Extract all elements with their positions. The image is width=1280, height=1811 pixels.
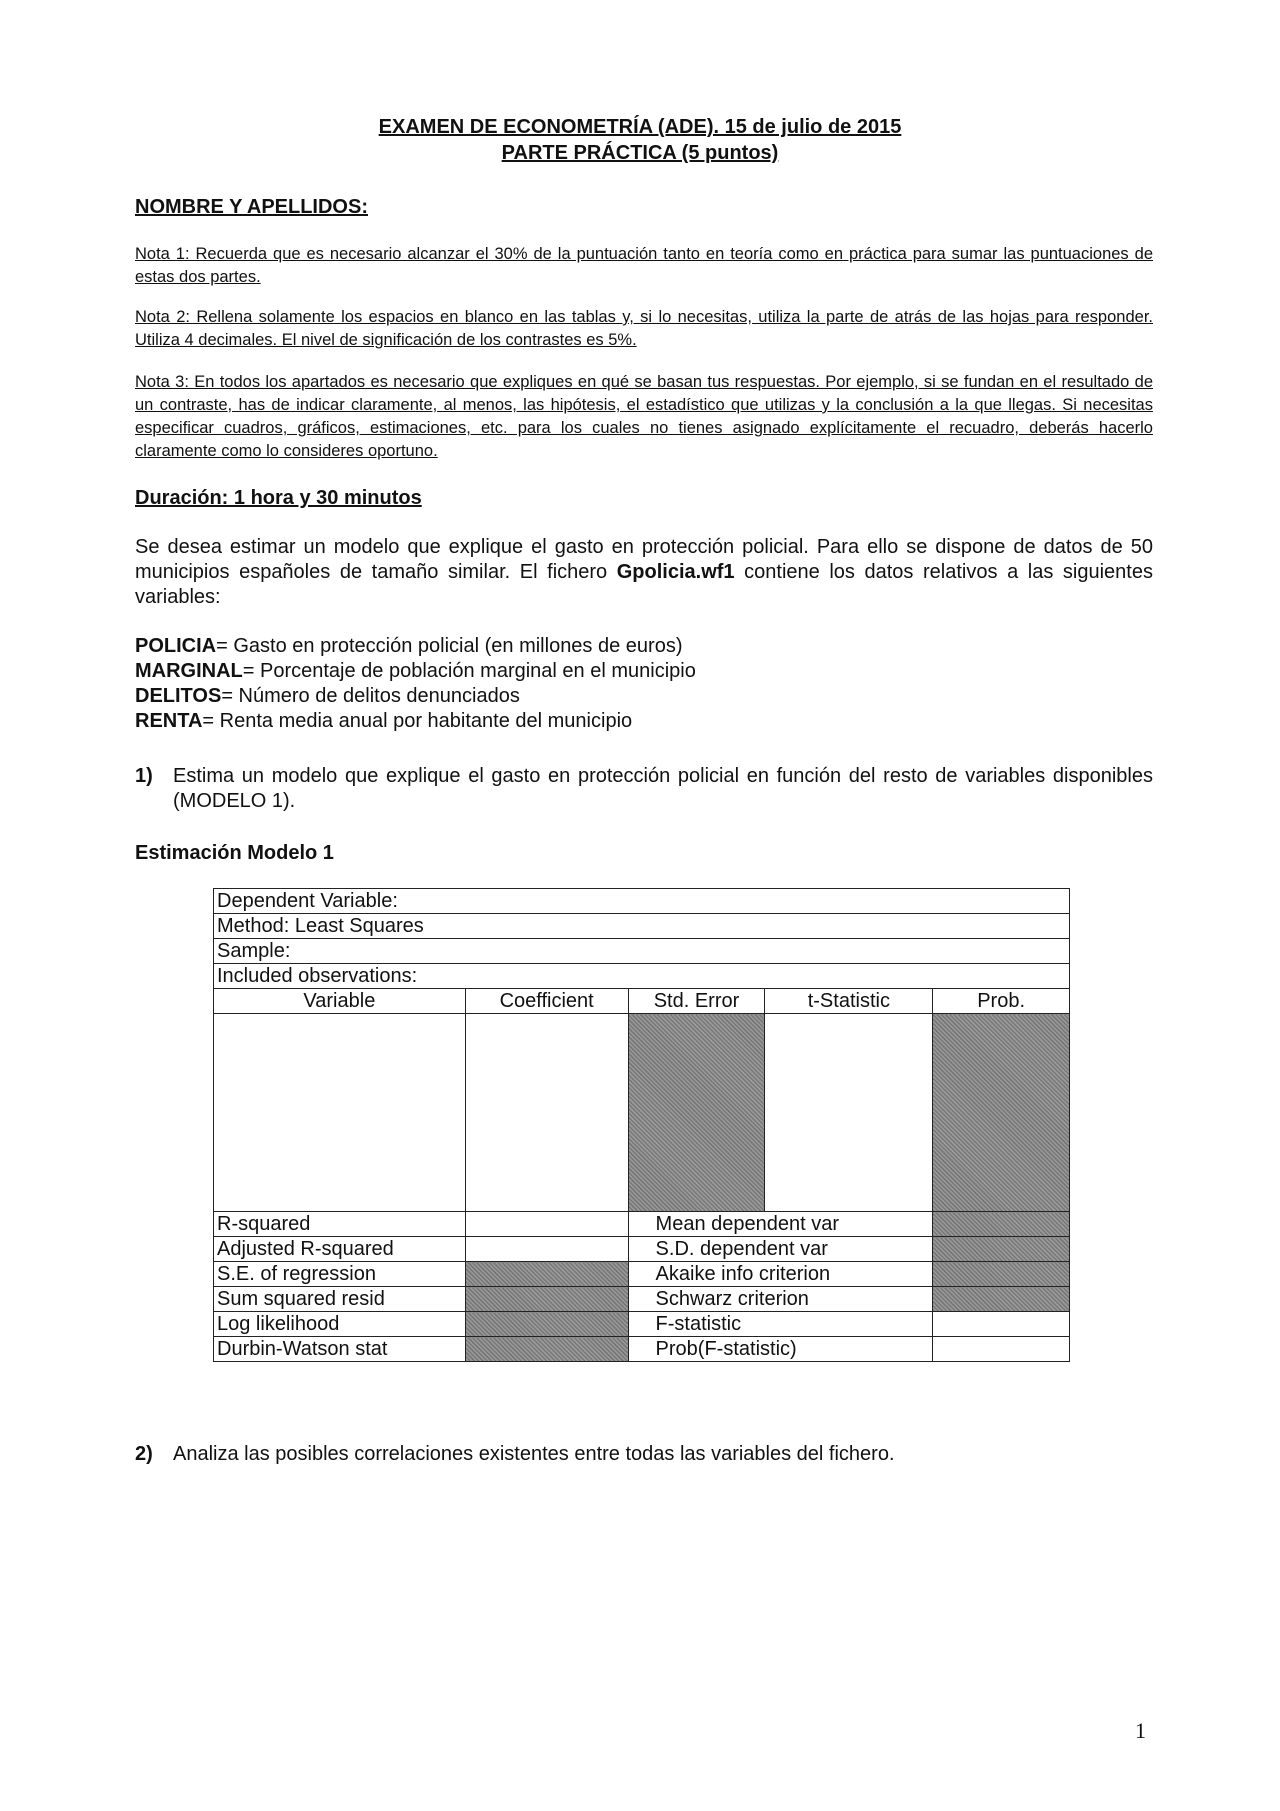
duration-label: Duración: 1 hora y 30 minutos [135, 487, 422, 509]
stats-row [214, 1337, 1070, 1362]
stat-label: Log likelihood [214, 1312, 466, 1337]
variable-name: MARGINAL [135, 660, 243, 682]
stats-row [214, 1237, 1070, 1262]
variable-name: DELITOS [135, 685, 222, 707]
method-cell: Method: Least Squares [214, 914, 1070, 939]
stat-label: F-statistic [628, 1312, 933, 1337]
intro-text-after: contiene los datos relativos a las siguientes variables: [135, 561, 1153, 608]
observations-cell[interactable]: Included observations: [214, 964, 1070, 989]
stat-shaded-cell [933, 1262, 1070, 1287]
intro-text-before: Se desea estimar un modelo que explique el gasto en protección policial. Para ello se dispone de datos de 50 municipios españoles de tamaño similar. El fichero [135, 536, 1153, 583]
stat-label: Sum squared resid [214, 1287, 466, 1312]
variable-desc: = Renta media anual por habitante del municipio [202, 710, 633, 732]
stat-shaded-cell [933, 1237, 1070, 1262]
stat-shaded-cell [465, 1262, 628, 1287]
stat-shaded-cell [465, 1337, 628, 1362]
stat-blank-cell[interactable] [933, 1337, 1070, 1362]
stat-label: Prob(F-statistic) [628, 1337, 933, 1362]
table-header-row [214, 914, 1070, 939]
prob-shaded-cell [933, 1014, 1070, 1212]
stat-label: Schwarz criterion [628, 1287, 933, 1312]
table-header-row [214, 964, 1070, 989]
dependent-variable-cell[interactable]: Dependent Variable: [214, 889, 1070, 914]
stat-blank-cell[interactable] [933, 1312, 1070, 1337]
question-text: Analiza las posibles correlaciones existentes entre todas las variables del fichero. [173, 1443, 895, 1465]
variable-desc: = Número de delitos denunciados [221, 685, 520, 707]
stats-row [214, 1287, 1070, 1312]
column-header: Prob. [933, 989, 1070, 1014]
stats-row [214, 1212, 1070, 1237]
note-3: Nota 3: En todos los apartados es necesario que expliques en qué se basan tus respuestas. Por ejemplo, si se fundan en el resultado de un contraste, has de indicar claramente, al menos, las hipótesis, el estadístico que utilizas y la conclusión a la que llegas. Si necesitas especificar cuadros, gráficos, estimaciones, etc. para los cuales no tienes asignado explícitamente el recuadro, deberás hacerlo claramente como lo consideres oportuno. [135, 373, 1153, 460]
stat-label: Mean dependent var [628, 1212, 933, 1237]
stat-blank-cell[interactable] [465, 1212, 628, 1237]
variable-name: RENTA [135, 710, 203, 732]
regression-output-table [213, 888, 1070, 1362]
variable-list [135, 634, 696, 734]
stat-shaded-cell [465, 1287, 628, 1312]
stat-label: S.E. of regression [214, 1262, 466, 1287]
stat-label: Adjusted R-squared [214, 1237, 466, 1262]
stat-shaded-cell [933, 1212, 1070, 1237]
table-header-row [214, 889, 1070, 914]
stat-label: Akaike info criterion [628, 1262, 933, 1287]
variable-item [135, 709, 696, 734]
coefficient-blank-cell[interactable] [465, 1014, 628, 1212]
stat-label: R-squared [214, 1212, 466, 1237]
stat-shaded-cell [465, 1312, 628, 1337]
note-2: Nota 2: Rellena solamente los espacios en blanco en las tablas y, si lo necesitas, utiliza la parte de atrás de las hojas para responder. Utiliza 4 decimales. El nivel de significación de los contrastes es 5%. [135, 308, 1153, 349]
t-statistic-blank-cell[interactable] [765, 1014, 933, 1212]
name-label: NOMBRE Y APELLIDOS: [135, 196, 368, 218]
variable-desc: = Gasto en protección policial (en millones de euros) [216, 635, 683, 657]
question-number: 1) [135, 765, 153, 787]
column-header: Variable [214, 989, 466, 1014]
question-text: Estima un modelo que explique el gasto en protección policial en función del resto de variables disponibles (MODELO 1). [173, 765, 1153, 812]
variable-name: POLICIA [135, 635, 217, 657]
column-header: t-Statistic [765, 989, 933, 1014]
column-header-row [214, 989, 1070, 1014]
note-1: Nota 1: Recuerda que es necesario alcanzar el 30% de la puntuación tanto en teoría como en práctica para sumar las puntuaciones de estas dos partes. [135, 245, 1153, 286]
stats-row [214, 1312, 1070, 1337]
data-file-name: Gpolicia.wf1 [616, 561, 735, 583]
variable-item [135, 684, 696, 709]
table-header-row [214, 939, 1070, 964]
exam-subtitle: PARTE PRÁCTICA (5 puntos) [501, 142, 779, 164]
page-number: 1 [1135, 1718, 1146, 1743]
stat-blank-cell[interactable] [465, 1237, 628, 1262]
coefficients-row [214, 1014, 1070, 1212]
question-1 [135, 764, 1153, 814]
stat-label: Durbin-Watson stat [214, 1337, 466, 1362]
estimation-title: Estimación Modelo 1 [135, 842, 334, 864]
exam-title: EXAMEN DE ECONOMETRÍA (ADE). 15 de julio de 2015 [378, 116, 902, 138]
column-header: Std. Error [628, 989, 765, 1014]
variable-blank-cell[interactable] [214, 1014, 466, 1212]
variable-item [135, 659, 696, 684]
stat-shaded-cell [933, 1287, 1070, 1312]
variable-item [135, 634, 696, 659]
stats-row [214, 1262, 1070, 1287]
std-error-shaded-cell [628, 1014, 765, 1212]
intro-paragraph [135, 535, 1153, 610]
stat-label: S.D. dependent var [628, 1237, 933, 1262]
variable-desc: = Porcentaje de población marginal en el municipio [242, 660, 696, 682]
question-number: 2) [135, 1443, 153, 1465]
sample-cell[interactable]: Sample: [214, 939, 1070, 964]
column-header: Coefficient [465, 989, 628, 1014]
question-2 [135, 1442, 1153, 1467]
